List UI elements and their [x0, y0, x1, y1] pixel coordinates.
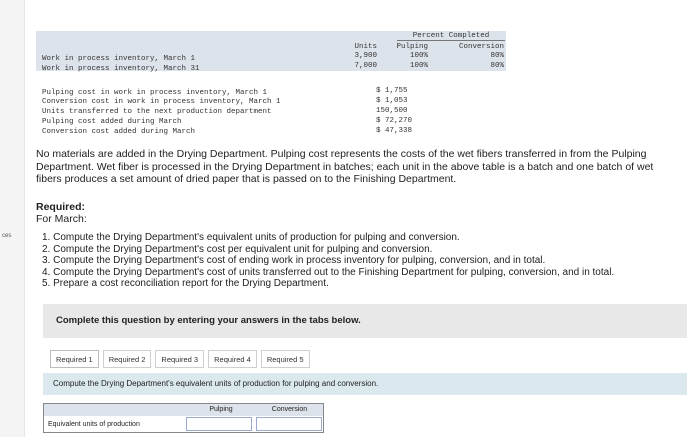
- sidebar-label: ces: [2, 233, 12, 239]
- cost-row-label: Conversion cost in work in process inventory, March 1: [42, 98, 281, 106]
- pulping-column-header: Pulping: [396, 43, 428, 51]
- requirement-item: 4. Compute the Drying Department's cost of units transferred out to the Finishing Department for pulping, conversion, and in total.: [42, 266, 615, 278]
- problem-data-table: [36, 31, 506, 143]
- conversion-column-header: Conversion: [458, 43, 504, 51]
- percent-completed-header: Percent Completed: [397, 32, 505, 41]
- pulping-equivalent-units-input[interactable]: [186, 417, 252, 431]
- tab-required-4[interactable]: Required 4: [208, 350, 257, 368]
- tab-required-3[interactable]: Required 3: [155, 350, 204, 368]
- requirements-list: [42, 232, 682, 290]
- wip-march1-pulping: 100%: [409, 52, 428, 60]
- cost-row-label: Units transferred to the next production department: [42, 108, 272, 116]
- cost-row-amount: $ 47,338: [376, 127, 413, 135]
- cost-row-label: Pulping cost added during March: [42, 118, 182, 126]
- requirement-item: 3. Compute the Drying Department's cost of ending work in process inventory for pulping, conversion, and in total.: [42, 255, 546, 267]
- wip-march1-units: 3,900: [354, 52, 377, 60]
- wip-march1-label: Work in process inventory, March 1: [42, 55, 196, 63]
- cost-row-amount: $ 1,053: [376, 97, 408, 105]
- wip-march1-conversion: 80%: [490, 52, 504, 60]
- answer-table: [43, 403, 324, 433]
- conversion-equivalent-units-input[interactable]: [256, 417, 322, 431]
- wip-march31-units: 7,000: [354, 62, 377, 70]
- requirement-item: 1. Compute the Drying Department's equivalent units of production for pulping and conversion.: [42, 232, 460, 243]
- tab-required-5[interactable]: Required 5: [261, 350, 310, 368]
- units-column-header: Units: [354, 43, 377, 51]
- tab-required-1[interactable]: Required 1: [50, 350, 99, 368]
- answer-conversion-header: Conversion: [271, 406, 308, 413]
- wip-march31-conversion: 80%: [490, 62, 504, 70]
- tab-instruction-text: Compute the Drying Department's equivalent units of production for pulping and conversion.: [53, 379, 379, 388]
- wip-march31-label: Work in process inventory, March 31: [42, 65, 200, 73]
- instruction-banner: [43, 304, 687, 338]
- tab-required-2[interactable]: Required 2: [103, 350, 152, 368]
- equivalent-units-label: Equivalent units of production: [48, 421, 140, 428]
- cost-row-amount: $ 72,270: [376, 117, 413, 125]
- requirement-item: 2. Compute the Drying Department's cost per equivalent unit for pulping and conversion.: [42, 243, 433, 255]
- tab-instruction-bar: [43, 373, 687, 395]
- instruction-banner-text: Complete this question by entering your answers in the tabs below.: [56, 315, 361, 326]
- required-heading: Required:: [36, 201, 86, 213]
- cost-row-amount: $ 1,755: [376, 87, 408, 95]
- requirement-tabs: [50, 350, 310, 368]
- wip-march31-pulping: 100%: [409, 62, 428, 70]
- answer-table-header: [44, 404, 323, 416]
- cost-row-label: Conversion cost added during March: [42, 128, 196, 136]
- cost-row-label: Pulping cost in work in process inventory, March 1: [42, 89, 268, 97]
- problem-description: No materials are added in the Drying Department. Pulping cost represents the costs of the wet fibers transferred in from the Pulping Department. Wet fiber is processed in the Drying Department in batches; each unit in the above table is a batch and one batch of wet fibers produces a set amount of dried paper that is passed on to the Finishing Department.: [36, 148, 654, 185]
- requirement-item: 5. Prepare a cost reconciliation report for the Drying Department.: [42, 278, 329, 290]
- left-sidebar-strip: [0, 0, 25, 437]
- required-subheading: For March:: [36, 213, 87, 225]
- answer-pulping-header: Pulping: [209, 406, 233, 413]
- cost-row-amount: 150,500: [376, 107, 408, 115]
